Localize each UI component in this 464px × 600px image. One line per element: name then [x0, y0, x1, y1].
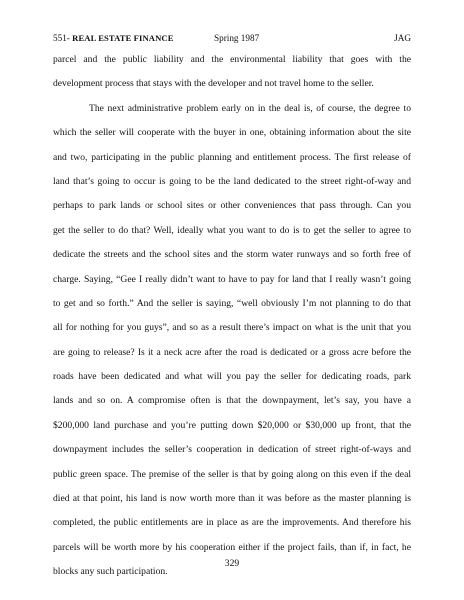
term-label: Spring 1987	[214, 33, 260, 43]
page-number: 329	[224, 558, 240, 569]
text-line: dedicate the streets and the school sites and the storm water runways and so forth free of	[53, 249, 411, 261]
text-line: downpayment includes the seller’s cooperation in dedication of street right-of-ways and	[53, 444, 411, 456]
text-line: parcels will be worth more by his cooperation either if the project fails, than if, in fact, he	[53, 541, 411, 553]
text-line: get the seller to do that? Well, ideally what you want to do is to get the seller to agree to	[53, 224, 411, 236]
text-line: public green space. The premise of the seller is that by going along on this even if the deal	[53, 468, 411, 480]
text-line: lands and so on. A compromise often is that the downpayment, let’s say, you have a	[53, 395, 411, 407]
transcript-body	[53, 53, 411, 590]
text-line: all for nothing for you guys”, and so as a result there’s impact on what is the unit that you	[53, 322, 411, 334]
author-initials: JAG	[394, 33, 411, 43]
text-line: roads have been dedicated and what will you pay the seller for dedicating roads, park	[53, 371, 411, 383]
text-line: completed, the public entitlements are in place as are the improvements. And therefore his	[53, 517, 411, 529]
text-line: are going to release? Is it a neck acre after the road is dedicated or a gross acre before the	[53, 346, 411, 358]
text-line: $200,000 land purchase and you’re putting down $20,000 or $30,000 up front, that the	[53, 419, 411, 431]
text-line: development process that stays with the developer and not travel home to the seller.	[53, 78, 374, 90]
text-line: land that’s going to occur is going to be the land dedicated to the street right-of-way and	[53, 175, 411, 187]
course-name: REAL ESTATE FINANCE	[72, 33, 174, 43]
text-line: parcel and the public liability and the environmental liability that goes with the	[53, 54, 411, 65]
text-line: blocks any such participation.	[53, 566, 168, 578]
text-line: and two, participating in the public planning and entitlement process. The first release of	[53, 151, 411, 163]
running-header	[53, 31, 411, 45]
text-line: charge. Saying, “Gee I really didn’t want to have to pay for land that I really wasn’t going	[53, 273, 411, 285]
text-line: which the seller will cooperate with the buyer in one, obtaining information about the site	[53, 127, 411, 139]
text-line: to get and so forth.” And the seller is saying, “well obviously I’m not planning to do that	[53, 297, 411, 309]
text-line: The next administrative problem early on in the deal is, of course, the degree to	[89, 102, 411, 114]
text-line: died at that point, his land is now worth more than it was before as the master planning is	[53, 493, 411, 505]
course-code: 551-	[53, 33, 70, 43]
text-line: perhaps to park lands or school sites or other conveniences that pass through. Can you	[53, 200, 411, 212]
course-title	[53, 31, 174, 45]
